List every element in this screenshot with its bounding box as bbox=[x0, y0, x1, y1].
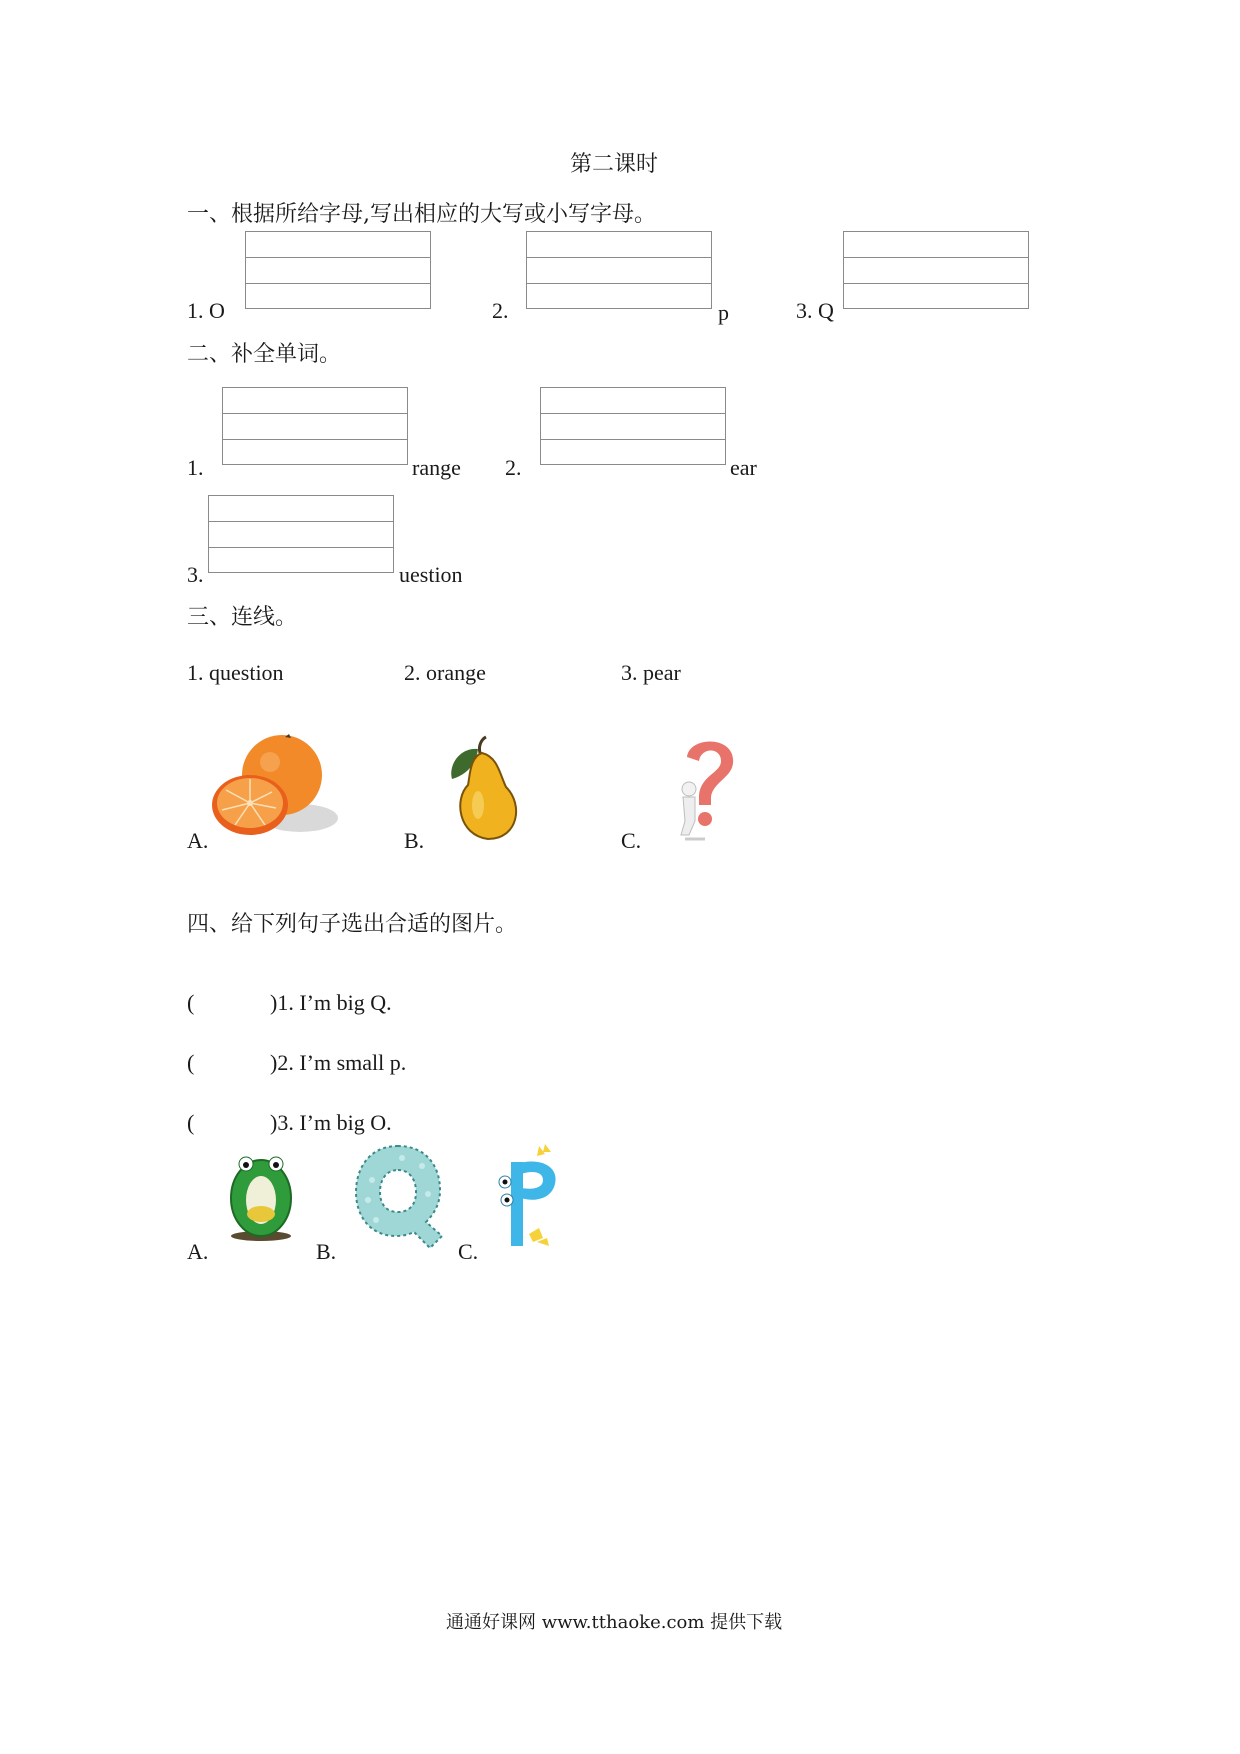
s2-item-2-suffix: ear bbox=[730, 455, 757, 480]
s4-sentence-3: )3. I’m big O. bbox=[270, 1110, 392, 1135]
s3-word-3: 3. pear bbox=[621, 660, 681, 685]
s3-word-1: 1. question bbox=[187, 660, 284, 685]
s3-option-b-label: B. bbox=[404, 828, 425, 853]
letter-o-image bbox=[222, 1150, 300, 1242]
s3-option-a-label: A. bbox=[187, 828, 209, 853]
s4-sentence-3-paren: ( bbox=[187, 1110, 195, 1135]
section-3-heading: 三、连线。 bbox=[187, 605, 298, 630]
s2-item-3-answer-box[interactable] bbox=[208, 495, 394, 573]
s2-item-1-suffix: range bbox=[412, 455, 461, 480]
s4-option-b-label: B. bbox=[316, 1239, 337, 1264]
page-footer: 通通好课网 www.tthaoke.com 提供下载 bbox=[446, 1612, 783, 1633]
s1-item-3-prefix: 3. Q bbox=[796, 298, 834, 323]
letter-p-image bbox=[493, 1142, 565, 1254]
s4-sentence-1: )1. I’m big Q. bbox=[270, 990, 392, 1015]
section-1-heading: 一、根据所给字母,写出相应的大写或小写字母。 bbox=[187, 202, 656, 227]
s1-item-3-answer-box[interactable] bbox=[843, 231, 1029, 309]
s4-sentence-1-paren: ( bbox=[187, 990, 195, 1015]
s2-item-3-prefix: 3. bbox=[187, 562, 204, 587]
question-mark-image bbox=[665, 735, 750, 845]
s3-word-2: 2. orange bbox=[404, 660, 486, 685]
page-title: 第二课时 bbox=[570, 152, 659, 177]
s2-item-2-answer-box[interactable] bbox=[540, 387, 726, 465]
letter-q-image bbox=[352, 1140, 444, 1252]
s2-item-2-prefix: 2. bbox=[505, 455, 522, 480]
s3-option-c-label: C. bbox=[621, 828, 642, 853]
s1-item-2-suffix: p bbox=[718, 300, 729, 325]
s4-sentence-2: )2. I’m small p. bbox=[270, 1050, 407, 1075]
s1-item-2-prefix: 2. bbox=[492, 298, 509, 323]
s2-item-3-suffix: uestion bbox=[399, 562, 463, 587]
s4-option-c-label: C. bbox=[458, 1239, 479, 1264]
s1-item-2-answer-box[interactable] bbox=[526, 231, 712, 309]
section-2-heading: 二、补全单词。 bbox=[187, 342, 342, 367]
orange-image bbox=[210, 730, 340, 840]
s4-option-a-label: A. bbox=[187, 1239, 209, 1264]
pear-image bbox=[440, 735, 535, 845]
s4-sentence-2-paren: ( bbox=[187, 1050, 195, 1075]
question-mark-shape bbox=[687, 742, 733, 806]
section-4-heading: 四、给下列句子选出合适的图片。 bbox=[187, 912, 518, 937]
s1-item-1-prefix: 1. O bbox=[187, 298, 225, 323]
s2-item-1-answer-box[interactable] bbox=[222, 387, 408, 465]
s1-item-1-answer-box[interactable] bbox=[245, 231, 431, 309]
s2-item-1-prefix: 1. bbox=[187, 455, 204, 480]
